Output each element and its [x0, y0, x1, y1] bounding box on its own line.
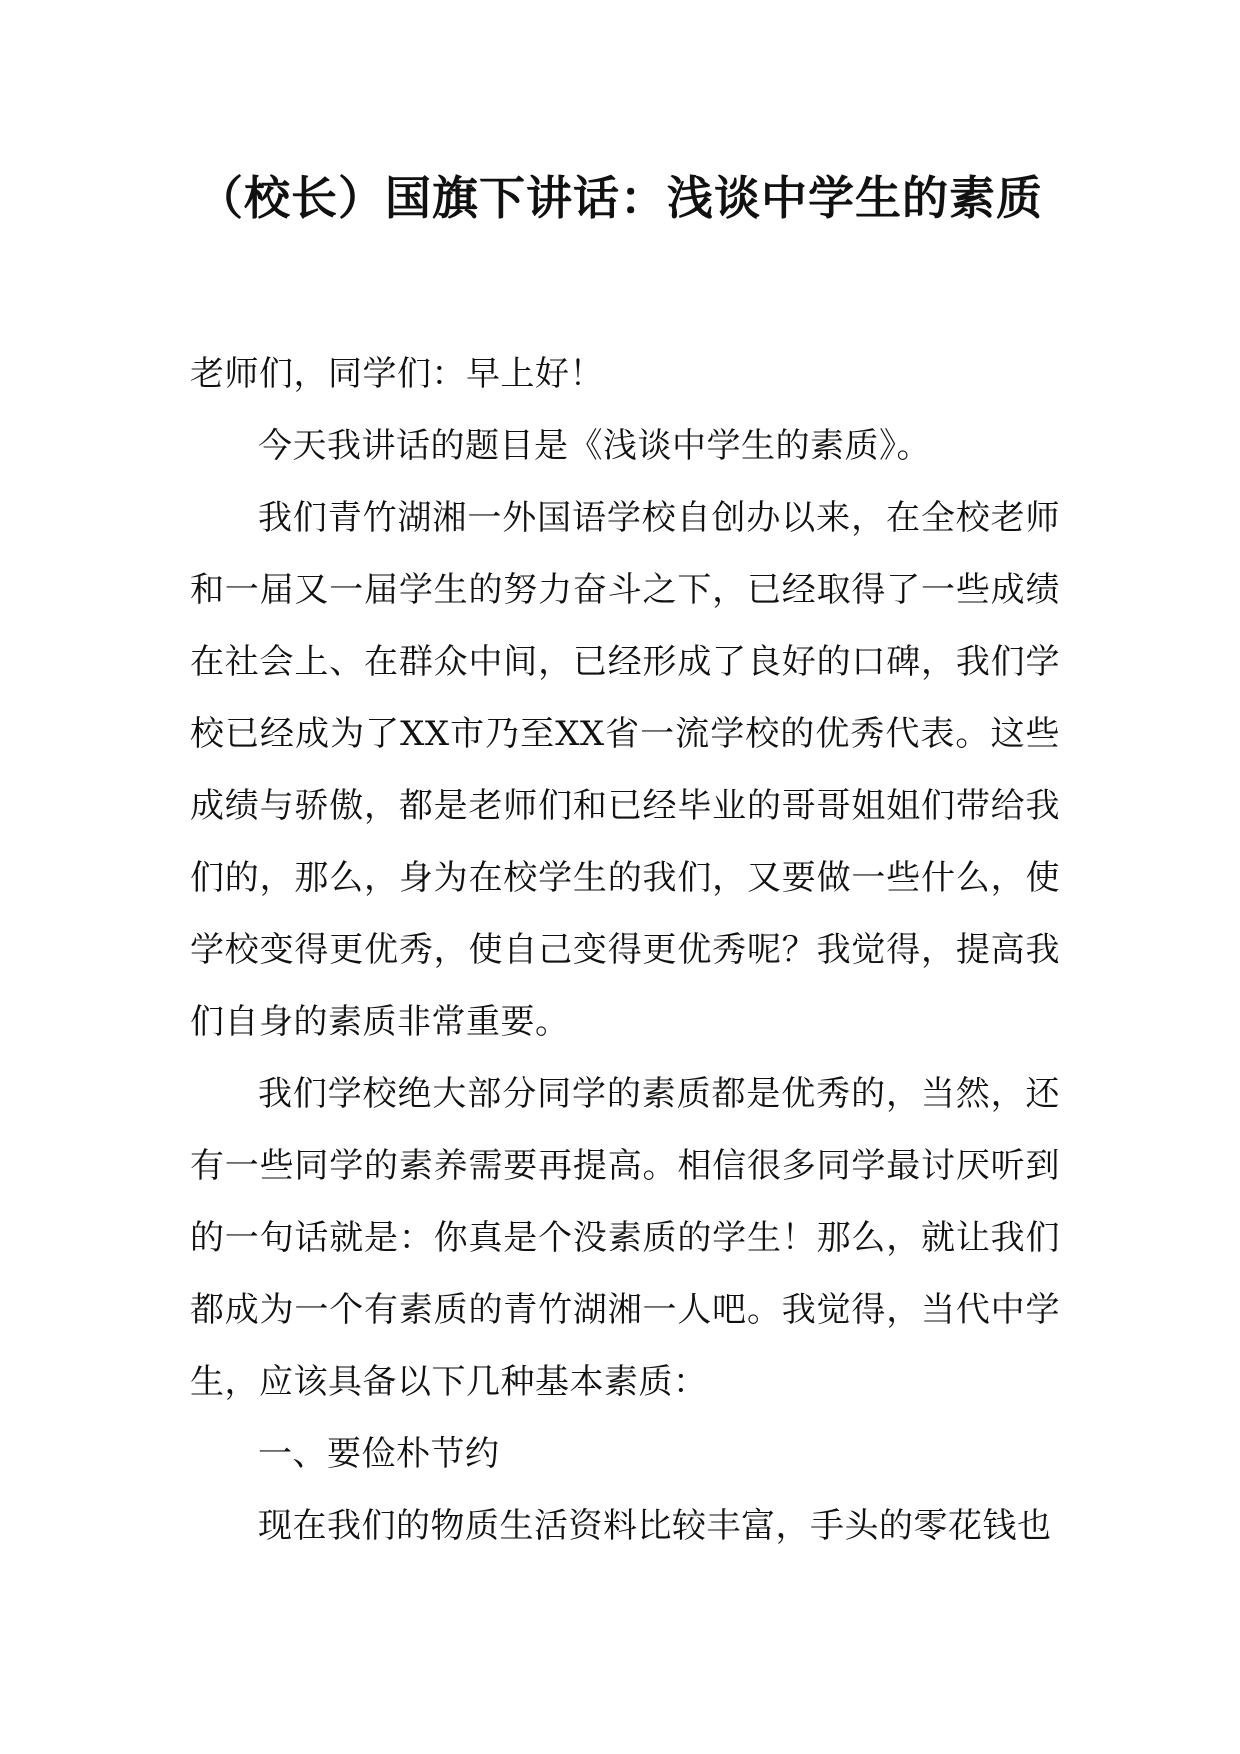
document-title: （校长）国旗下讲话：浅谈中学生的素质 [197, 171, 1043, 225]
paragraph-topic: 今天我讲话的题目是《浅谈中学生的素质》。 [258, 426, 931, 466]
document-body [190, 338, 1060, 1562]
paragraph-frugality: 现在我们的物质生活资料比较丰富，手头的零花钱也 [258, 1506, 1052, 1546]
greeting-line: 老师们，同学们：早上好！ [190, 354, 604, 394]
paragraph-school-achievements: 我们青竹湖湘一外国语学校自创办以来，在全校老师和一届又一届学生的努力奋斗之下，已经取得了一些成绩在社会上、在群众中间，已经形成了良好的口碑，我们学校已经成为了XX市乃至XX省一流学校的优秀代表。这些成绩与骄傲，都是老师们和已经毕业的哥哥姐姐们带给我们的，那么，身为在校学生的我们，又要做一些什么，使学校变得更优秀，使自己变得更优秀呢？我觉得，提高我们自身的素质非常重要。 [190, 498, 1060, 1042]
section-heading-frugality: 一、要俭朴节约 [258, 1434, 500, 1474]
paragraph-student-quality: 我们学校绝大部分同学的素质都是优秀的，当然，还有一些同学的素养需要再提高。相信很多同学最讨厌听到的一句话就是：你真是个没素质的学生！那么，就让我们都成为一个有素质的青竹湖湘一人吧。我觉得，当代中学生，应该具备以下几种基本素质： [190, 1074, 1060, 1402]
